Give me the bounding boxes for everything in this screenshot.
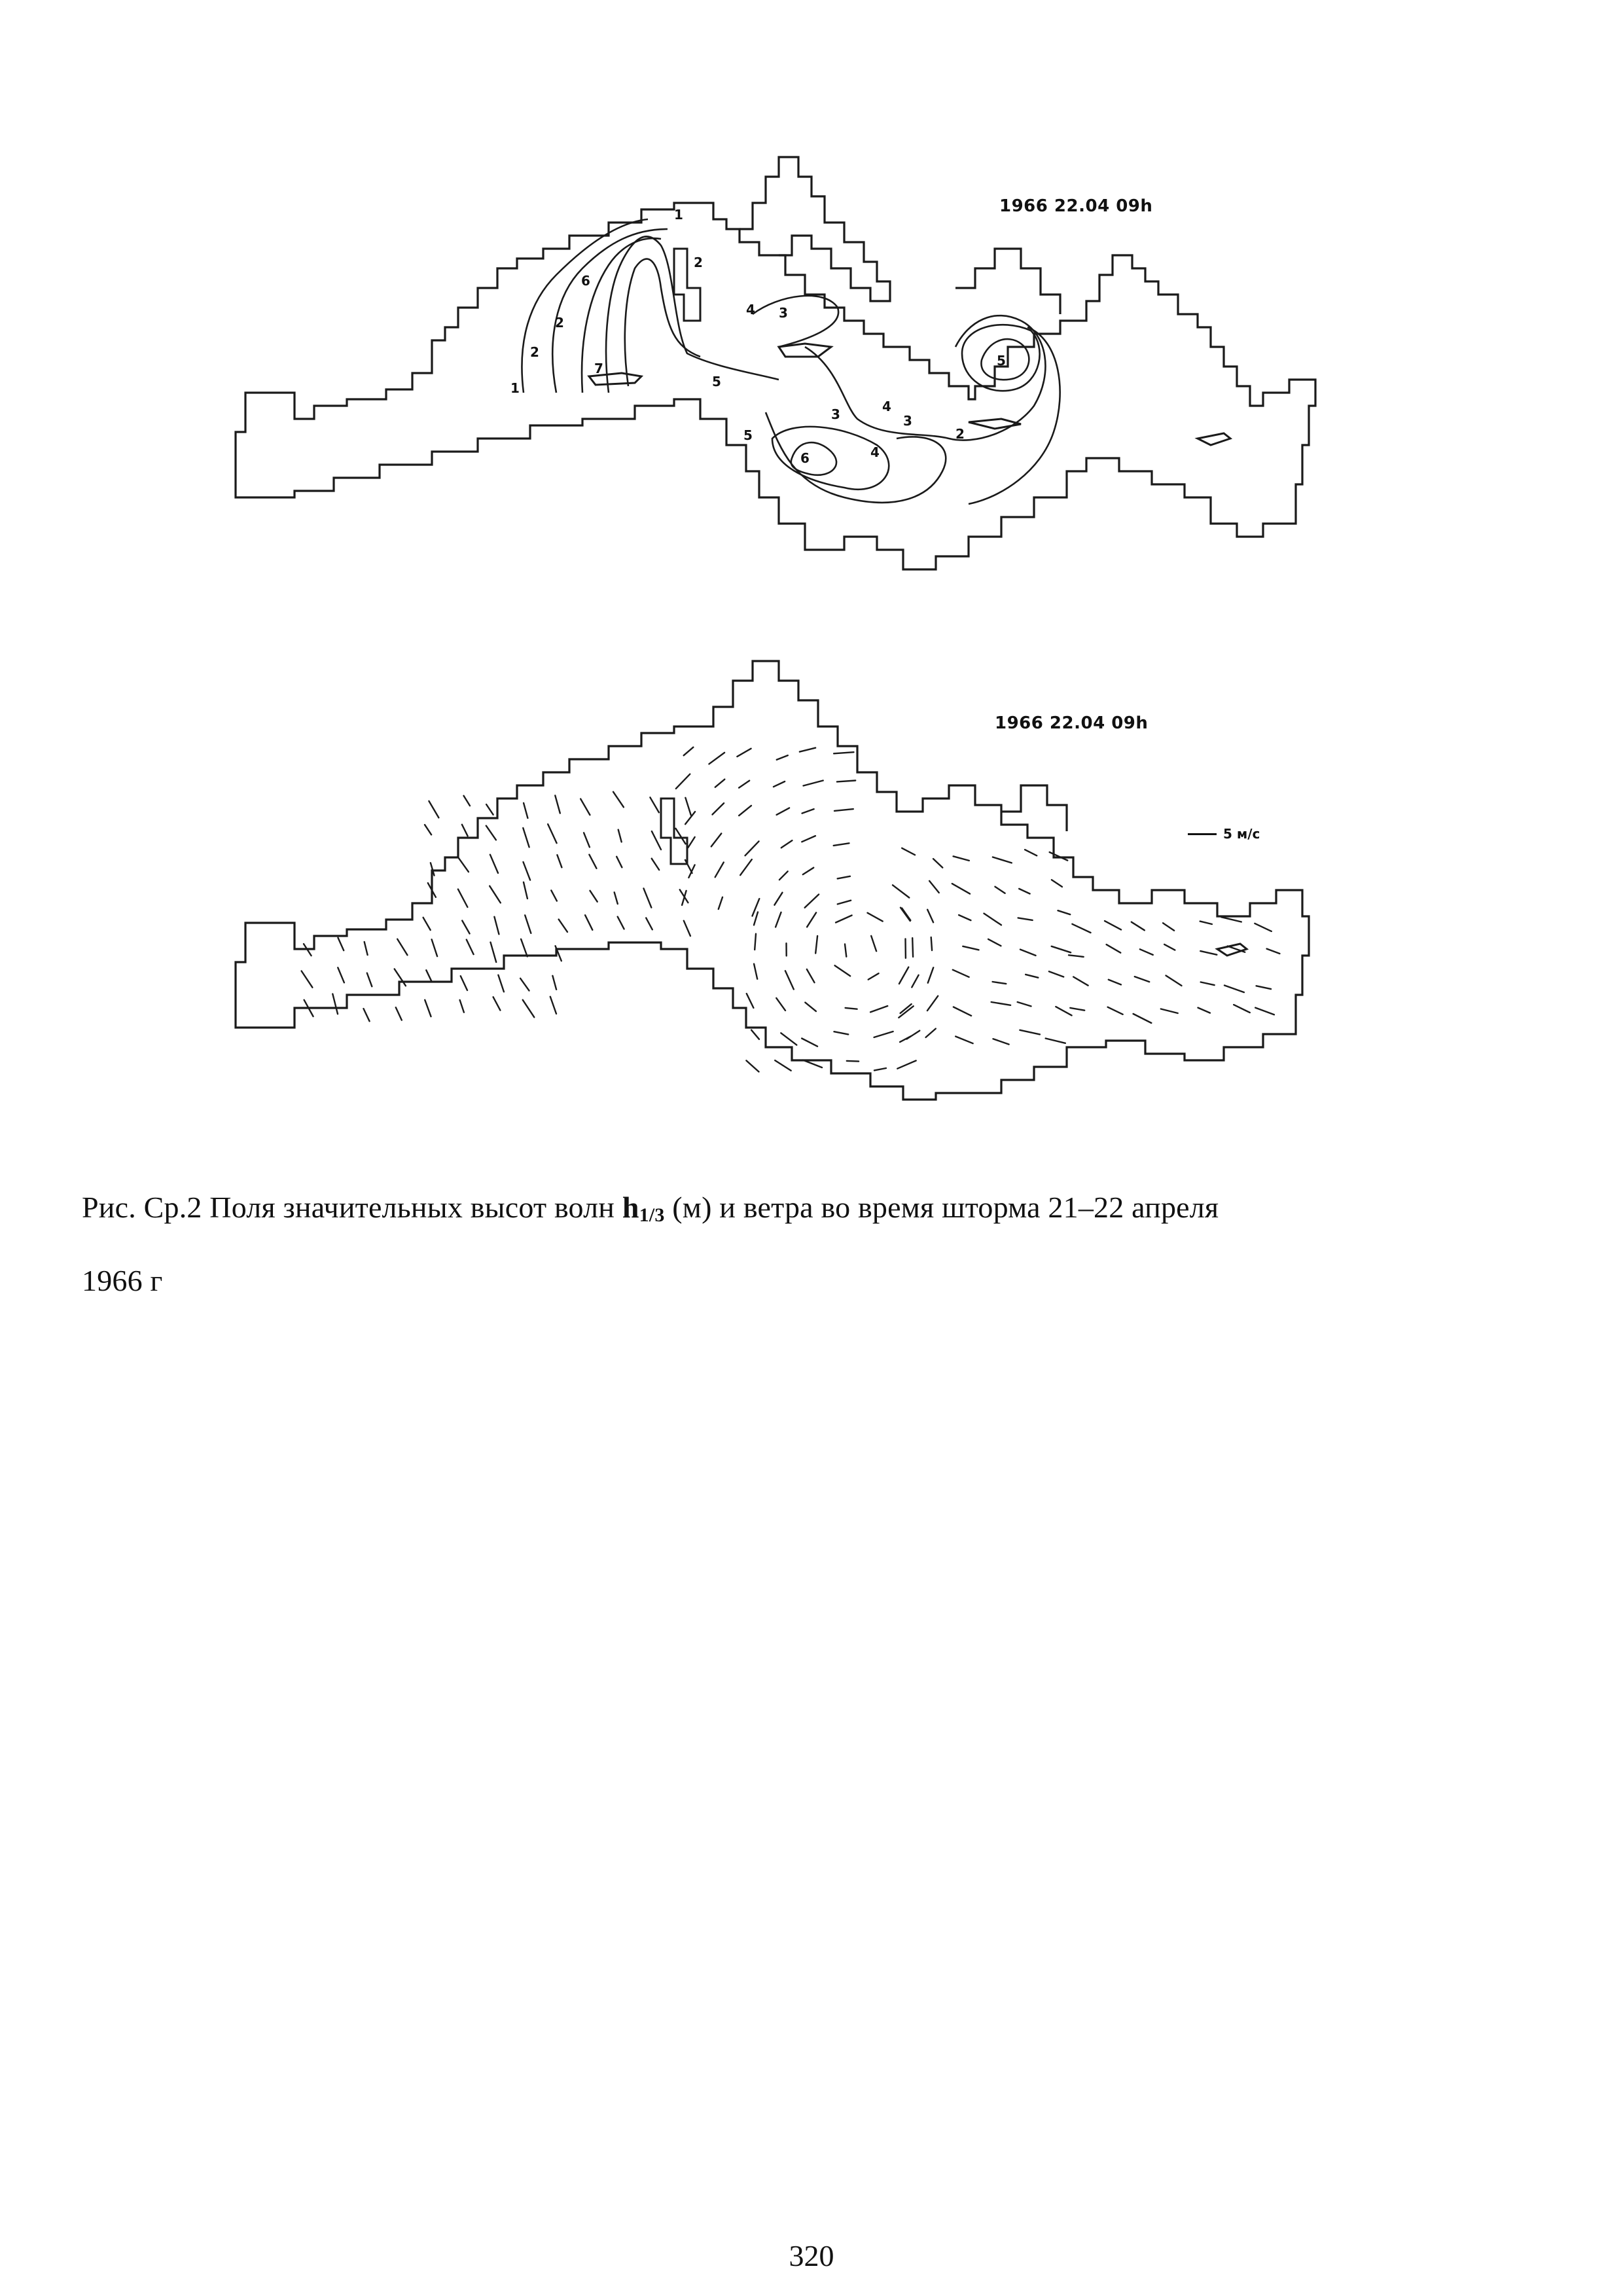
- wind-arrow: [845, 944, 846, 957]
- wind-arrow: [1107, 944, 1121, 953]
- wind-arrow: [995, 887, 1005, 893]
- wind-arrow: [926, 1029, 936, 1037]
- contour-label: 1: [674, 207, 683, 223]
- wind-arrow: [893, 885, 909, 897]
- wind-arrow: [1026, 975, 1038, 978]
- wind-arrows: [302, 747, 1280, 1072]
- wave-height-map: [216, 131, 1329, 589]
- wind-arrow: [491, 942, 497, 962]
- wind-arrow: [1070, 1008, 1084, 1011]
- wind-arrow: [1072, 924, 1090, 933]
- wind-arrow: [785, 971, 794, 989]
- island-crete: [969, 419, 1021, 429]
- wind-arrow: [753, 899, 760, 916]
- wind-arrow: [486, 826, 496, 840]
- wind-arrow: [676, 774, 690, 789]
- wind-arrow: [807, 969, 815, 982]
- wind-arrow: [365, 942, 368, 955]
- contour-label: 2: [955, 426, 965, 442]
- wind-arrow: [834, 809, 853, 811]
- wind-arrow: [1020, 1030, 1040, 1035]
- wind-arrow: [838, 876, 850, 879]
- wind-arrow: [835, 965, 851, 976]
- wind-arrow: [719, 897, 722, 909]
- wind-arrow: [955, 1037, 972, 1044]
- wind-arrow: [652, 831, 661, 850]
- wind-arrow: [1109, 980, 1121, 985]
- wind-arrow: [425, 1000, 431, 1016]
- wind-arrow: [523, 828, 529, 847]
- wind-arrow: [871, 936, 876, 951]
- wind-arrow: [429, 801, 438, 818]
- contour-label: 4: [746, 302, 755, 317]
- wind-arrow: [524, 882, 527, 899]
- wind-arrow: [1073, 977, 1088, 986]
- wind-arrow: [715, 780, 725, 787]
- wind-arrow: [933, 859, 942, 868]
- wind-arrow: [802, 809, 814, 814]
- wind-arrow: [490, 855, 498, 873]
- wind-arrow: [963, 946, 978, 950]
- wind-arrow: [494, 917, 499, 935]
- wind-arrow: [774, 893, 782, 905]
- wind-arrow: [988, 939, 1001, 946]
- wind-arrow: [520, 978, 529, 991]
- wind-arrow: [1255, 924, 1271, 931]
- wind-arrow: [458, 889, 468, 907]
- wind-arrow: [739, 806, 751, 816]
- wind-arrow: [525, 915, 531, 933]
- wind-arrow: [464, 796, 471, 806]
- wind-arrow: [834, 843, 849, 846]
- wind-arrow: [959, 915, 971, 920]
- wind-arrow: [902, 908, 910, 921]
- wind-arrow: [457, 857, 469, 872]
- wind-arrow: [1133, 1014, 1152, 1023]
- wind-arrow: [715, 863, 724, 878]
- wind-arrow: [874, 1031, 893, 1037]
- contour-label: 3: [831, 406, 840, 422]
- wind-arrow: [747, 994, 754, 1008]
- wind-arrow: [779, 871, 788, 880]
- wind-arrow: [847, 1061, 859, 1062]
- wind-arrow: [912, 938, 913, 957]
- wind-arrow: [1046, 1039, 1065, 1043]
- wind-arrow: [711, 833, 722, 846]
- wind-arrow: [984, 914, 1001, 925]
- wind-arrow: [426, 970, 431, 981]
- wind-arrow: [590, 891, 597, 902]
- wind-arrow: [897, 1061, 916, 1069]
- wind-arrow: [899, 967, 908, 984]
- wind-arrow: [870, 1006, 887, 1012]
- wind-arrow: [1132, 922, 1145, 931]
- wind-arrow: [521, 939, 527, 957]
- wind-arrow: [364, 1009, 370, 1021]
- wind-arrow: [462, 825, 468, 836]
- wind-arrow: [332, 994, 338, 1014]
- wind-arrow: [461, 976, 467, 990]
- wind-arrow: [338, 938, 344, 950]
- wind-arrow: [1025, 850, 1037, 855]
- wind-arrow: [1267, 949, 1280, 954]
- wind-arrow: [618, 917, 624, 929]
- island-cyprus: [1217, 944, 1247, 956]
- wind-scale-legend: [1188, 826, 1260, 842]
- wind-arrow: [523, 1000, 535, 1018]
- wind-arrow: [776, 912, 781, 927]
- wind-arrow: [1018, 1002, 1031, 1006]
- wind-arrow: [754, 912, 758, 925]
- wind-arrow: [1020, 950, 1036, 956]
- contour-label: 2: [530, 344, 539, 360]
- wind-arrow: [1224, 986, 1244, 993]
- wind-arrow: [775, 1060, 791, 1071]
- contour-label: 3: [903, 413, 912, 429]
- wind-arrow: [993, 857, 1012, 863]
- wind-arrow: [1052, 880, 1062, 887]
- wind-arrow: [1200, 922, 1212, 924]
- wind-arrow: [1166, 976, 1182, 986]
- wind-arrow: [397, 939, 407, 956]
- wind-arrow: [776, 998, 785, 1011]
- wind-arrow: [953, 970, 969, 977]
- wind-arrow: [646, 918, 652, 929]
- wind-arrow: [584, 833, 590, 847]
- wind-field-map: [216, 641, 1329, 1113]
- island-cyprus: [1198, 433, 1230, 445]
- wind-arrow: [1019, 889, 1029, 894]
- wave-height-map-svg: [216, 131, 1329, 589]
- wind-arrow: [745, 841, 759, 855]
- wind-arrow: [1018, 918, 1033, 920]
- wind-arrow: [1056, 1007, 1071, 1015]
- wind-arrow: [807, 912, 816, 927]
- map-timestamp: 1966 22.04 09h: [999, 196, 1153, 216]
- contour-label: 7: [594, 361, 603, 376]
- wind-arrow: [338, 967, 344, 982]
- wind-field-map-svg: [216, 641, 1329, 1113]
- contour-label: 2: [555, 315, 564, 331]
- wind-arrow: [486, 804, 493, 815]
- wind-arrow: [800, 748, 815, 752]
- wind-arrow: [684, 747, 694, 756]
- caption-subscript: 1/3: [639, 1204, 665, 1226]
- wind-arrow: [644, 888, 652, 907]
- wind-arrow: [490, 886, 501, 903]
- wind-arrow: [460, 1000, 464, 1013]
- wind-arrow: [834, 752, 853, 753]
- wind-arrow: [1164, 944, 1175, 950]
- wind-arrow: [467, 940, 474, 955]
- contour-5: [625, 259, 700, 386]
- wind-arrow: [805, 895, 819, 908]
- wind-arrow: [774, 781, 785, 787]
- contour-label: 1: [510, 380, 520, 396]
- contour-11: [791, 442, 836, 475]
- wind-arrow: [952, 884, 970, 894]
- wind-arrow: [1135, 977, 1149, 982]
- wind-arrow: [684, 921, 690, 936]
- wind-arrow: [432, 939, 438, 956]
- wind-arrow: [837, 781, 855, 782]
- wind-arrow: [1201, 982, 1215, 986]
- wind-arrow: [548, 824, 556, 843]
- wind-arrow: [993, 1039, 1009, 1044]
- wind-arrow: [618, 830, 622, 842]
- wind-arrow: [929, 881, 939, 893]
- wind-arrow: [1163, 923, 1174, 930]
- coastline: [236, 203, 1315, 569]
- wind-arrow: [781, 1033, 796, 1045]
- wind-scale-label: 5 м/с: [1223, 826, 1260, 842]
- wind-arrow: [777, 808, 790, 815]
- wind-arrow: [1200, 951, 1217, 955]
- wind-arrow: [493, 997, 501, 1010]
- wind-arrow: [928, 967, 933, 982]
- wind-arrow: [550, 997, 556, 1014]
- wind-arrow: [803, 868, 813, 874]
- wind-arrow: [1108, 1007, 1123, 1014]
- adriatic-coast: [740, 157, 890, 301]
- wind-arrow: [927, 996, 938, 1011]
- wind-arrow: [589, 855, 596, 869]
- wind-arrow: [737, 749, 751, 757]
- wind-arrow: [838, 901, 851, 905]
- wind-arrow: [1221, 917, 1241, 922]
- wind-arrow: [777, 755, 788, 760]
- wind-scale-bar: [1188, 833, 1217, 835]
- wind-arrow: [1198, 1008, 1210, 1013]
- contour-2: [552, 229, 668, 393]
- wind-arrow: [755, 934, 756, 950]
- wind-arrow: [688, 837, 694, 848]
- wind-arrow: [1140, 949, 1153, 955]
- wind-arrow: [754, 964, 757, 979]
- wind-arrow: [954, 1007, 971, 1016]
- wind-arrow: [302, 971, 313, 988]
- wind-arrow: [804, 781, 823, 786]
- wind-arrow: [559, 920, 567, 932]
- caption-symbol: h: [622, 1191, 639, 1224]
- wind-arrow: [1052, 946, 1071, 953]
- wind-arrow: [652, 859, 660, 870]
- wind-arrow: [740, 859, 752, 875]
- contour-label: 4: [882, 399, 891, 414]
- wind-arrow: [585, 915, 592, 930]
- wind-arrow: [802, 1039, 817, 1047]
- wind-arrow: [739, 781, 749, 788]
- wind-arrow: [927, 910, 933, 923]
- wind-arrow: [751, 1030, 759, 1039]
- contour-label: 5: [743, 427, 753, 443]
- caption-prefix: Рис. Ср.2 Поля значительных высот волн: [82, 1191, 622, 1224]
- wind-arrow: [425, 825, 431, 834]
- wind-arrow: [912, 975, 918, 988]
- wind-arrow: [802, 836, 815, 842]
- wind-arrow: [1234, 1005, 1250, 1013]
- wind-arrow: [781, 840, 793, 848]
- wind-arrow: [900, 1036, 911, 1042]
- wind-arrow: [1255, 1008, 1274, 1015]
- wind-arrow: [846, 1008, 857, 1009]
- contour-13: [969, 327, 1060, 504]
- wind-arrow: [551, 890, 557, 901]
- wind-arrow: [713, 803, 724, 814]
- wind-arrow: [552, 976, 556, 990]
- wind-arrow: [685, 798, 690, 816]
- contour-label: 5: [712, 374, 721, 389]
- wind-arrow: [954, 856, 969, 861]
- map-timestamp: 1966 22.04 09h: [995, 713, 1149, 733]
- aegean-coast: [955, 249, 1060, 314]
- wind-arrow: [1049, 971, 1063, 977]
- wind-arrow: [991, 1002, 1010, 1005]
- contour-label: 4: [870, 444, 880, 460]
- wind-arrow: [367, 973, 372, 987]
- wind-arrow: [836, 916, 852, 923]
- wind-arrow: [815, 936, 817, 954]
- contour-label: 3: [779, 305, 788, 321]
- contour-label: 2: [694, 255, 703, 270]
- wind-arrow: [868, 913, 883, 922]
- wind-arrow: [1050, 852, 1068, 861]
- wind-arrow: [868, 973, 879, 979]
- wind-arrow: [580, 799, 590, 816]
- wind-arrow: [1257, 986, 1271, 989]
- wind-arrow: [396, 1007, 402, 1020]
- wind-arrow: [1105, 921, 1121, 929]
- wind-arrow: [709, 753, 724, 764]
- wind-arrow: [462, 921, 469, 934]
- wind-arrow: [524, 862, 531, 880]
- wind-arrow: [931, 937, 932, 950]
- wind-arrow: [650, 797, 659, 812]
- wind-arrow: [834, 1031, 849, 1034]
- wind-arrow: [524, 803, 527, 818]
- caption-suffix: (м) и ветра во время шторма 21–22 апреля: [664, 1191, 1219, 1224]
- wind-arrow: [874, 1068, 886, 1070]
- wind-arrow: [615, 892, 618, 904]
- wind-arrow: [616, 857, 622, 868]
- contour-label: 5: [997, 353, 1006, 368]
- page-number: 320: [789, 2239, 834, 2272]
- wind-arrow: [746, 1060, 758, 1071]
- wind-arrow: [1069, 955, 1084, 957]
- contour-label: 6: [581, 273, 590, 289]
- wind-arrow: [902, 848, 915, 855]
- wind-arrow: [613, 792, 624, 807]
- wind-arrow: [557, 855, 562, 867]
- contour-label: 6: [800, 450, 810, 466]
- wind-arrow: [498, 975, 504, 992]
- wind-arrow: [1058, 910, 1071, 914]
- island-corsica-sardinia: [661, 798, 687, 864]
- wind-arrow: [805, 1003, 816, 1012]
- caption-line-2: 1966 г: [82, 1264, 163, 1297]
- wind-arrow: [555, 795, 560, 813]
- wind-arrow: [993, 982, 1007, 984]
- wind-arrow: [423, 918, 431, 930]
- figure-caption: [82, 1175, 1548, 1314]
- wind-arrow: [1161, 1009, 1178, 1014]
